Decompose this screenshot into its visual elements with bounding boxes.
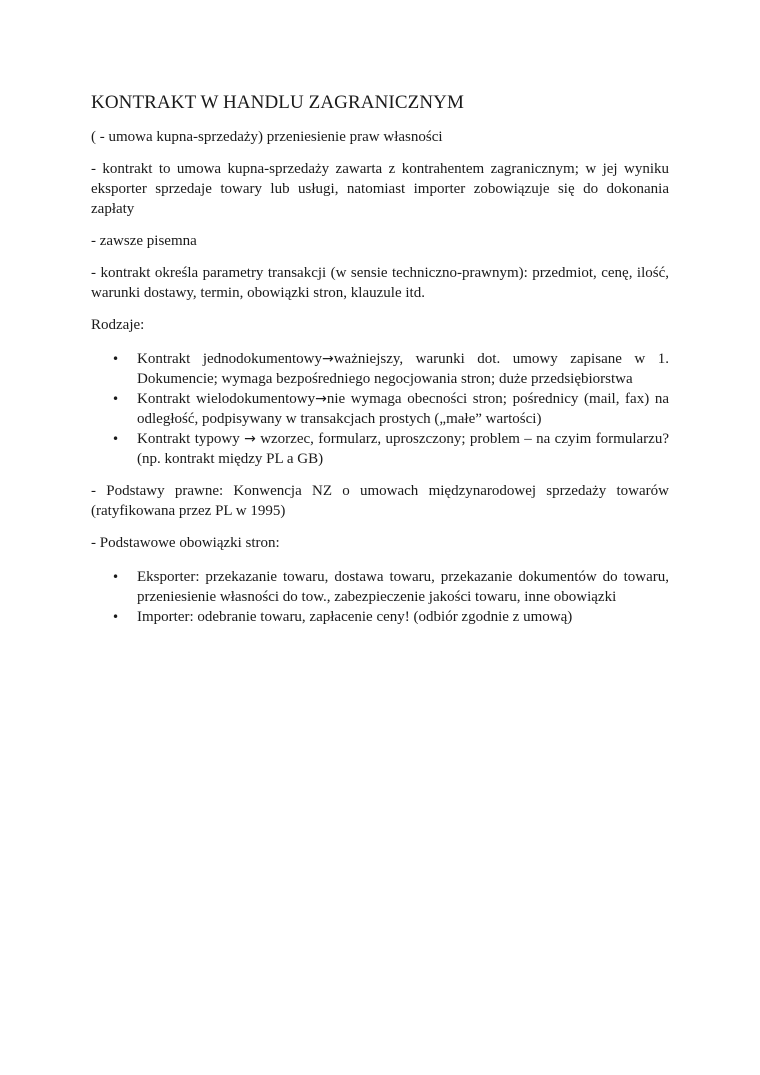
contract-types-list	[91, 349, 669, 469]
list-item	[91, 389, 669, 429]
duties-list	[91, 567, 669, 627]
bullet-icon: •	[112, 432, 120, 446]
bullet-icon: •	[112, 570, 120, 584]
type-description: wzorzec, formularz, uproszczony; problem – na czyim formularzu? (np. kontrakt między PL a GB)	[137, 431, 669, 467]
type-description: nie wymaga obecności stron; pośrednicy (mail, fax) na odległość, podpisywany w transakcjach prostych („małe” wartości)	[137, 391, 669, 427]
document-body	[91, 92, 669, 639]
bullet-icon: •	[112, 392, 120, 406]
type-name: Kontrakt wielodokumentowy	[137, 391, 316, 407]
type-description: ważniejszy, warunki dot. umowy zapisane w 1. Dokumencie; wymaga bezpośredniego negocjowania stron; duże przedsiębiorstwa	[137, 351, 669, 387]
definition-paragraph: - kontrakt to umowa kupna-sprzedaży zawarta z kontrahentem zagranicznym; w jej wyniku eksporter sprzedaje towary lub usługi, natomiast importer zobowiązuje się do dokonania zapłaty	[91, 161, 669, 217]
duty-text: Eksporter: przekazanie towaru, dostawa towaru, przekazanie dokumentów do towaru, przeniesienie własności do tow., zabezpieczenie jakości towaru, inne obowiązki	[137, 569, 669, 605]
bullet-icon: •	[112, 610, 120, 624]
duty-text: Importer: odebranie towaru, zapłacenie ceny! (odbiór zgodnie z umową)	[137, 609, 573, 625]
bullet-icon: •	[112, 352, 120, 366]
type-name: Kontrakt typowy	[137, 431, 245, 447]
written-form-paragraph: - zawsze pisemna	[91, 233, 197, 249]
parameters-paragraph: - kontrakt określa parametry transakcji (w sensie techniczno-prawnym): przedmiot, cenę, ilość, warunki dostawy, termin, obowiązki stron, klauzule itd.	[91, 265, 669, 301]
duties-heading: - Podstawowe obowiązki stron:	[91, 535, 280, 551]
list-item	[91, 349, 669, 389]
types-heading: Rodzaje:	[91, 317, 145, 333]
list-item	[91, 429, 669, 469]
type-name: Kontrakt jednodokumentowy	[137, 351, 322, 367]
legal-basis-paragraph: - Podstawy prawne: Konwencja NZ o umowach międzynarodowej sprzedaży towarów (ratyfikowana przez PL w 1995)	[91, 483, 669, 519]
arrow-right-icon: →	[315, 391, 327, 407]
list-item	[91, 607, 669, 627]
arrow-right-icon: →	[244, 431, 256, 447]
intro-paragraph: ( - umowa kupna-sprzedaży) przeniesienie praw własności	[91, 129, 443, 145]
document-title: KONTRAKT W HANDLU ZAGRANICZNYM	[91, 92, 464, 113]
arrow-right-icon: →	[321, 351, 334, 367]
list-item	[91, 567, 669, 607]
